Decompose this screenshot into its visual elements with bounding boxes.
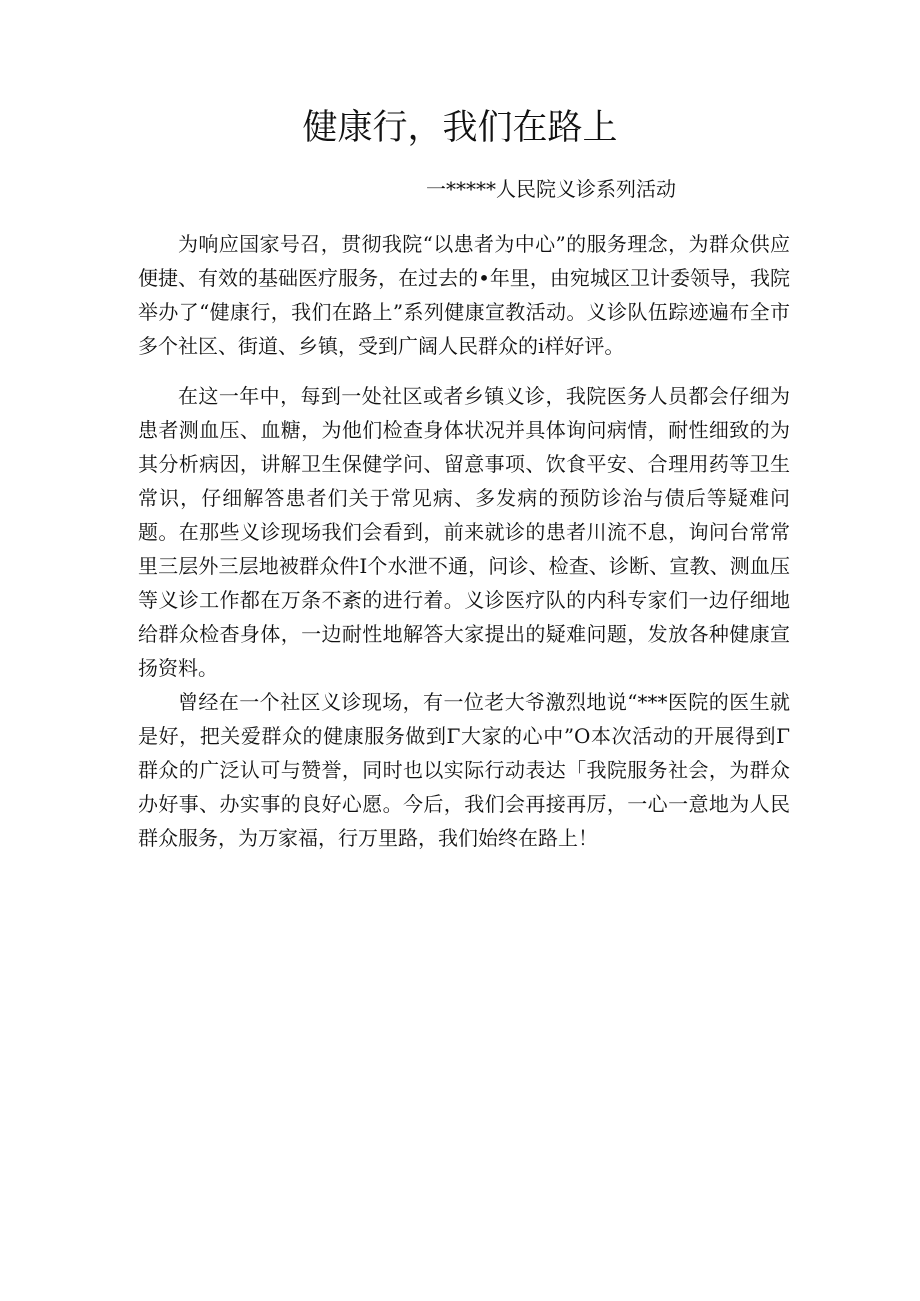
paragraph-2: 在这一年中，每到一处社区或者乡镇义诊，我院医务人员都会仔细为患者测血压、血糖，为他们检查身体状况并具体询问病情，耐性细致的为其分析病因，讲解卫生保健学问、留意事项、饮食平安、合理用药等卫生常识，仔细解答患者们关于常见病、多发病的预防诊治与债后等疑难问题。在那些义诊现场我们会看到，前来就诊的患者川流不息，询问台常常里三层外三层地被群众件I个水泄不通，问诊、检查、诊断、宣教、测血压等义诊工作都在万条不紊的进行着。义诊医疗队的内科专家们一边仔细地给群众检杳身体，一边耐性地解答大家提出的疑难问题，发放各种健康宣扬资料。 [138,384,790,680]
paragraph-3: 曾经在一个社区义诊现场，有一位老大爷激烈地说“***医院的医生就是好，把关爱群众的健康服务做到Γ大家的心中”O本次活动的开展得到Γ群众的广泛认可与赞誉，同时也以实际行动表达「我院服务社会，为群众办好事、办实事的良好心愿。今后，我们会再接再厉，一心一意地为人民群众服务，为万家福，行万里路，我们始终在路上！ [138,690,790,850]
document-body [138,227,790,855]
paragraph-1: 为响应国家号召，贯彻我院“以患者为中心”的服务理念，为群众供应便捷、有效的基础医疗服务，在过去的•年里，由宛城区卫计委领导，我院举办了“健康行，我们在路上”系列健康宣教活动。义诊队伍踪迹遍布全市多个社区、街道、乡镇，受到广阔人民群众的i样好评。 [138,232,790,358]
paragraph-gap [138,363,790,379]
document-subtitle: 一*****人民院义诊系列活动 [426,177,676,201]
document-title: 健康行，我们在路上 [302,108,618,148]
